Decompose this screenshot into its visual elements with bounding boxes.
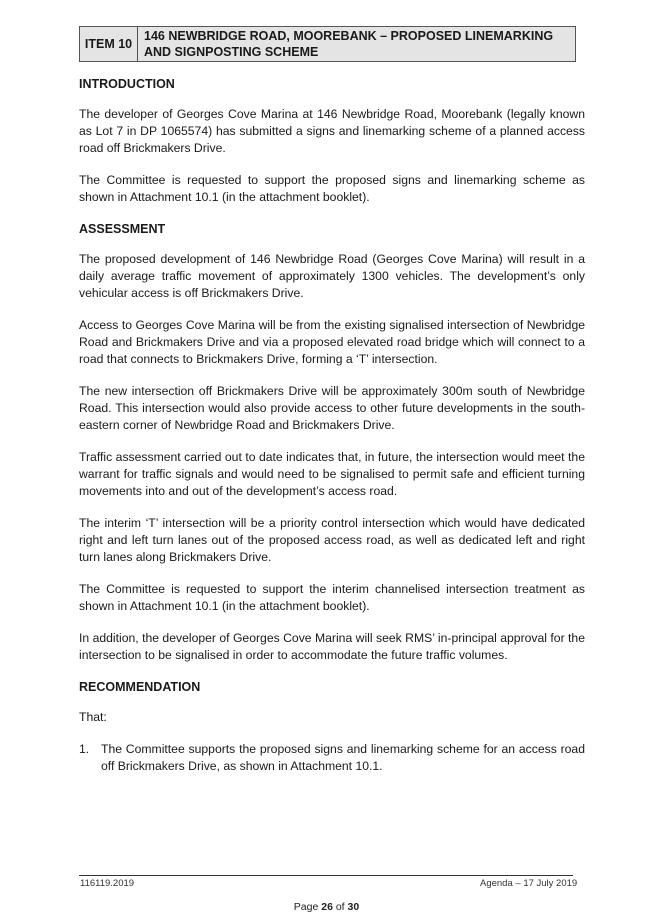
page-total: 30 xyxy=(347,901,360,913)
recommendation-heading: RECOMMENDATION xyxy=(79,680,201,694)
item-title: 146 NEWBRIDGE ROAD, MOOREBANK – PROPOSED LINEMARKING AND SIGNPOSTING SCHEME xyxy=(144,29,554,59)
page-current: 26 xyxy=(321,901,333,913)
recommendation-item-text: The Committee supports the proposed signs and linemarking scheme for an access road off Brickmakers Drive, as shown in Attachment 10.1. xyxy=(101,742,585,773)
item-number: ITEM 10 xyxy=(80,27,138,61)
page-of: of xyxy=(332,901,348,913)
footer-reference: 116119.2019 xyxy=(80,878,135,889)
assessment-paragraph-5: The interim ‘T’ intersection will be a priority control intersection which would have dedicated right and left turn lanes out of the proposed access road, as well as dedicated left and right turn lanes along Brickmakers Drive. xyxy=(79,516,585,564)
document-body xyxy=(79,76,585,775)
assessment-paragraph-3: The new intersection off Brickmakers Drive will be approximately 300m south of Newbridge Road. This intersection would also provide access to other future developments in the south-eastern corner of Newbridge Road and Brickmakers Drive. xyxy=(79,384,585,432)
assessment-paragraph-1: The proposed development of 146 Newbridge Road (Georges Cove Marina) will result in a daily average traffic movement of approximately 1300 vehicles. The development’s only vehicular access is off Brickmakers Drive. xyxy=(79,252,585,300)
assessment-heading: ASSESSMENT xyxy=(79,222,166,236)
item-header-box xyxy=(79,26,576,62)
introduction-paragraph-1: The developer of Georges Cove Marina at 146 Newbridge Road, Moorebank (legally known as Lot 7 in DP 1065574) has submitted a signs and linemarking scheme of a planned access road off Brickmakers Drive. xyxy=(79,107,585,155)
footer-divider xyxy=(79,875,573,876)
recommendation-intro: That: xyxy=(79,710,107,724)
footer-agenda-date: Agenda – 17 July 2019 xyxy=(480,878,578,889)
recommendation-list xyxy=(79,741,585,775)
recommendation-item xyxy=(79,741,585,775)
assessment-paragraph-7: In addition, the developer of Georges Cove Marina will seek RMS’ in-principal approval for the intersection to be signalised in order to accommodate the future traffic volumes. xyxy=(79,631,585,662)
introduction-heading: INTRODUCTION xyxy=(79,77,175,91)
introduction-paragraph-2: The Committee is requested to support the proposed signs and linemarking scheme as shown in Attachment 10.1 (in the attachment booklet). xyxy=(79,173,585,204)
assessment-paragraph-4: Traffic assessment carried out to date indicates that, in future, the intersection would meet the warrant for traffic signals and would need to be signalised to permit safe and efficient turning movements into and out of the development’s access road. xyxy=(79,450,585,498)
assessment-paragraph-2: Access to Georges Cove Marina will be from the existing signalised intersection of Newbridge Road and Brickmakers Drive and via a proposed elevated road bridge which will connect to a road that connects to Brickmakers Drive, forming a ‘T’ intersection. xyxy=(79,318,585,366)
page-number xyxy=(0,901,653,913)
assessment-paragraph-6: The Committee is requested to support the interim channelised intersection treatment as shown in Attachment 10.1 (in the attachment booklet). xyxy=(79,582,585,613)
recommendation-item-number: 1. xyxy=(79,742,90,756)
page-prefix: Page xyxy=(293,901,322,913)
